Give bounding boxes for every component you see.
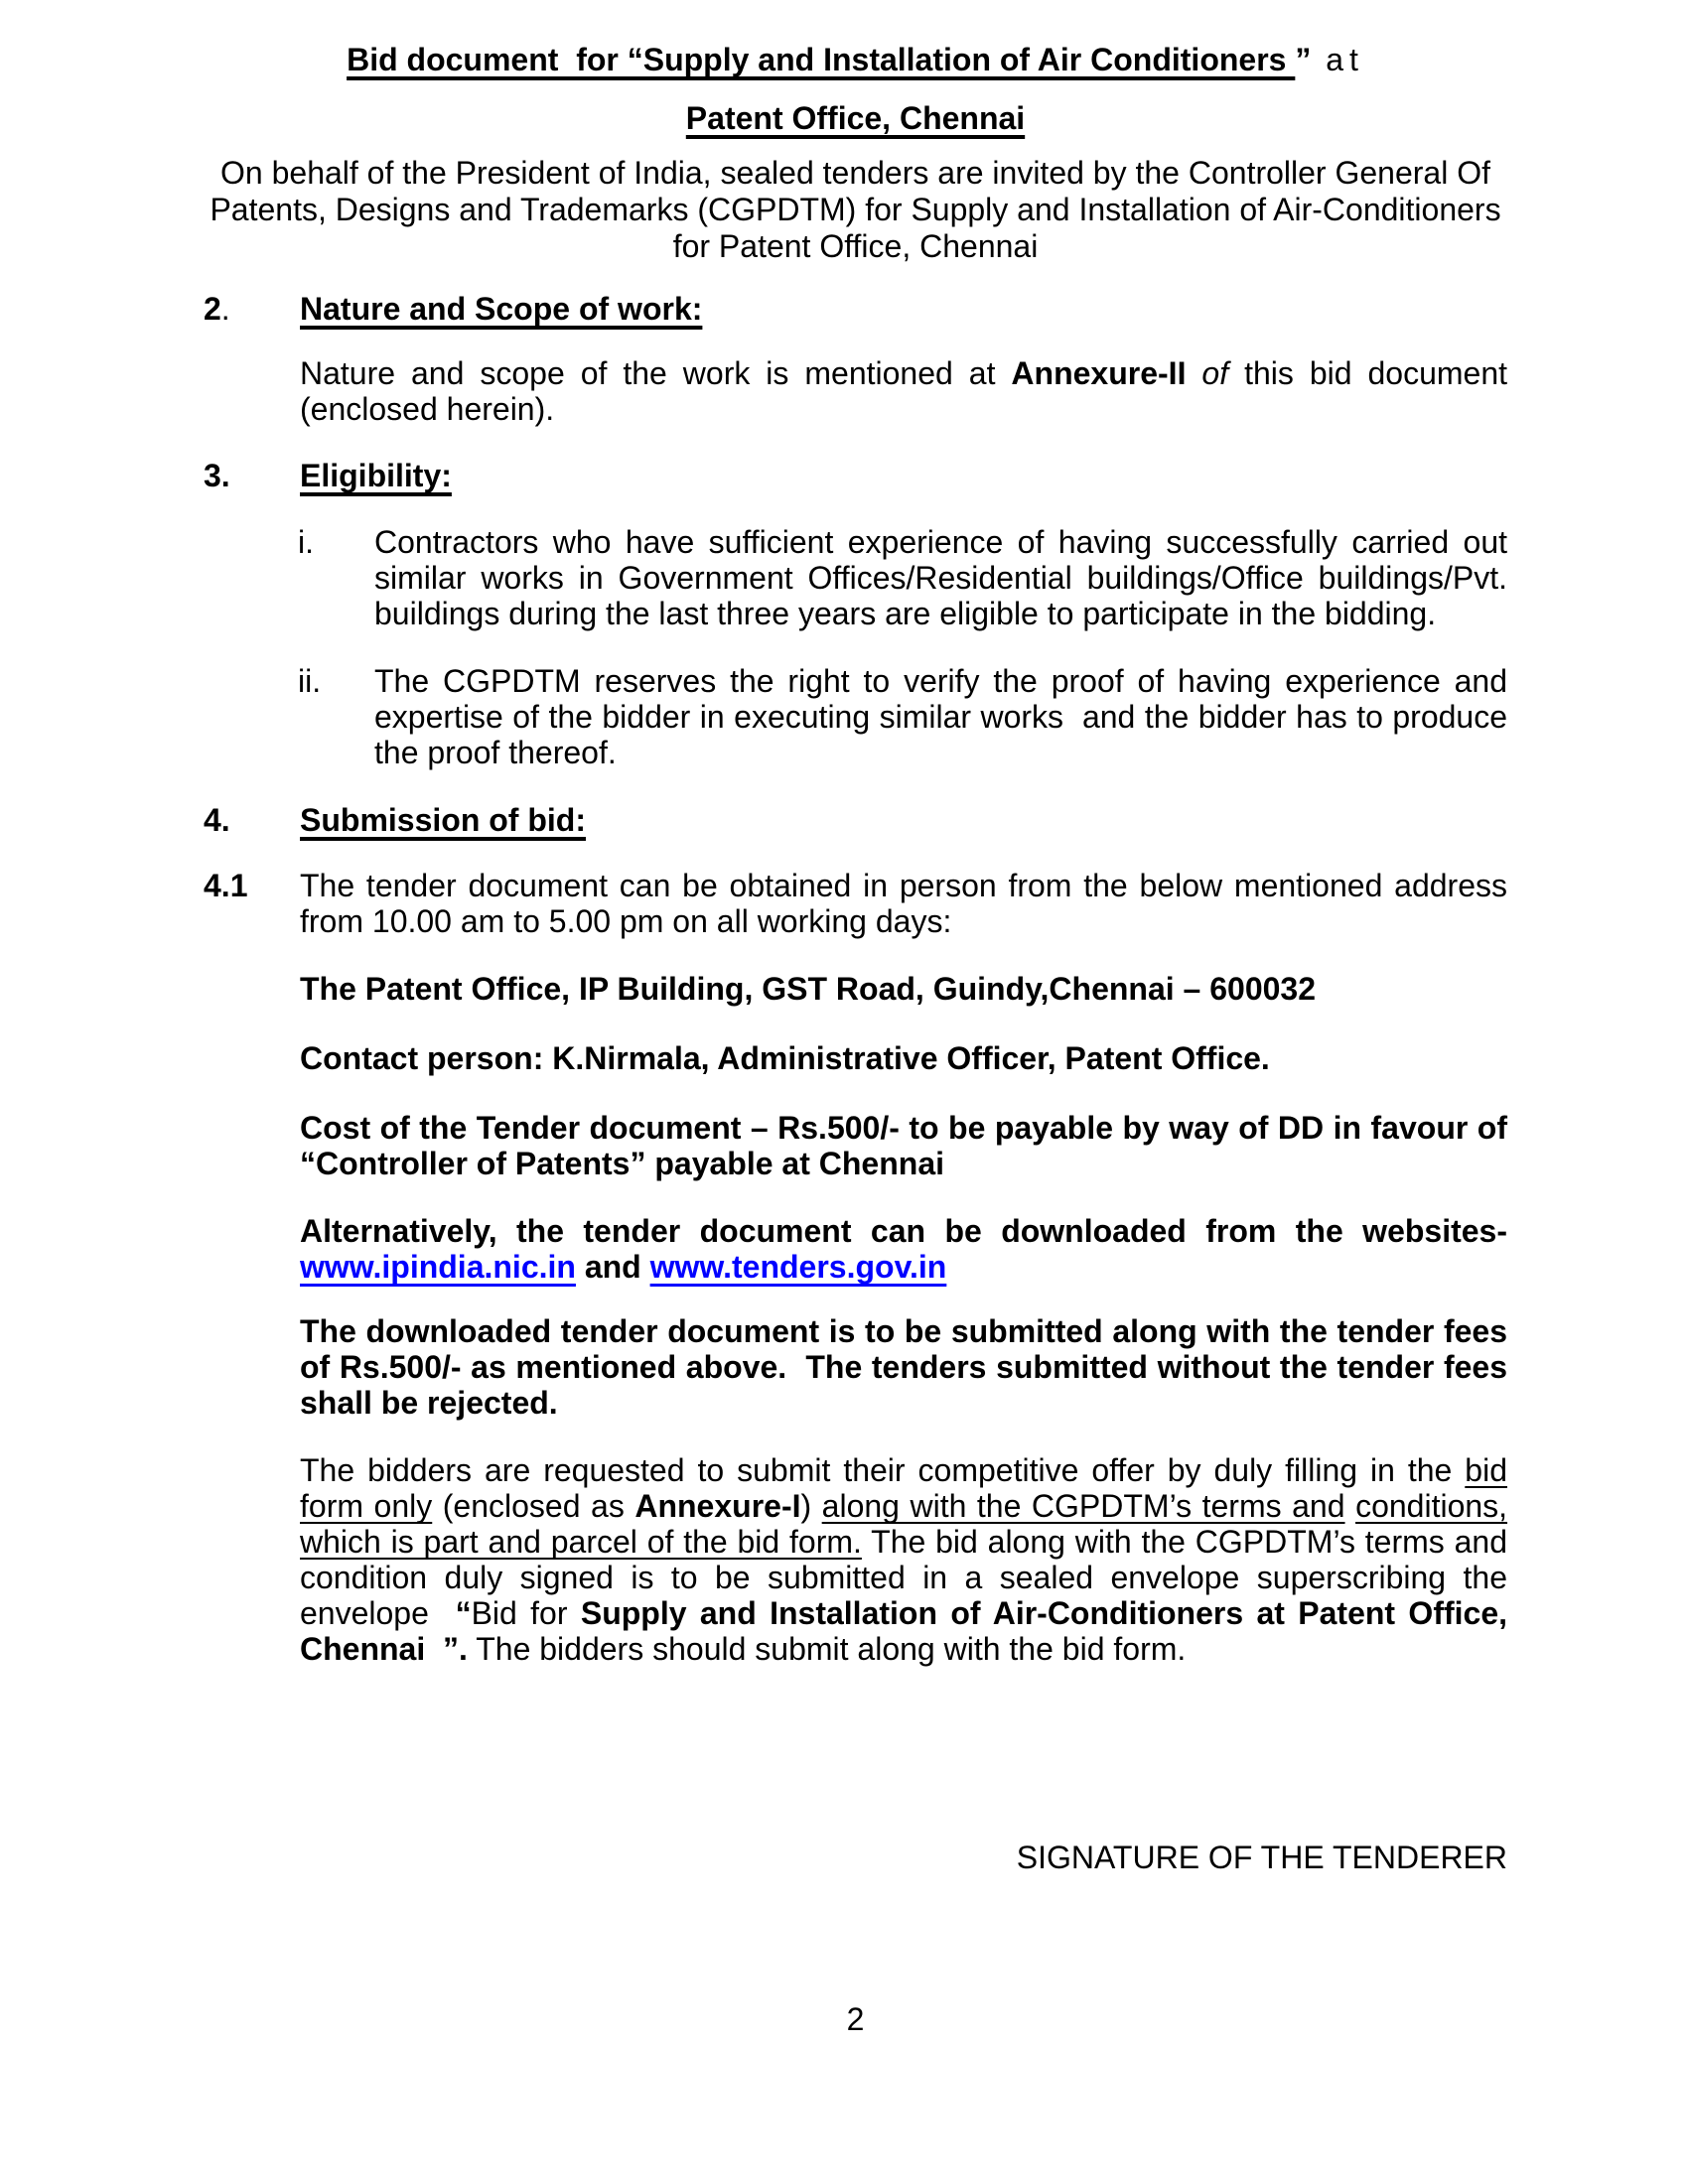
eligibility-item-i <box>204 524 1507 631</box>
download-websites-paragraph <box>300 1213 1507 1285</box>
bidders-underline-conditions: conditions, <box>1355 1488 1508 1524</box>
section-2-heading: Nature and Scope of work: <box>300 291 703 327</box>
item-ii-marker: ii. <box>298 663 322 699</box>
section-3-heading: Eligibility: <box>300 458 452 493</box>
clause-4-1-row <box>204 868 1507 939</box>
sec2-text-post: this bid document (enclosed herein). <box>300 355 1508 427</box>
tender-cost-paragraph: Cost of the Tender document – Rs.500/- to be payable by way of DD in favour of “Controller of Patents” payable at Chennai <box>300 1110 1507 1181</box>
sec2-text-pre: Nature and scope of the work is mentioned at <box>300 355 1012 391</box>
section-4-number: 4. <box>204 802 230 838</box>
bidders-text-1: The bidders are requested to submit their competitive offer by duly filling in the <box>300 1452 1466 1488</box>
section-2-number: 2. <box>204 291 230 327</box>
bidders-underline-part-parcel: which is part and parcel of the bid form. <box>300 1524 862 1560</box>
eligibility-item-ii <box>204 663 1507 770</box>
section-2-paragraph <box>300 355 1507 427</box>
section-3-heading-row <box>204 458 1507 493</box>
document-subtitle <box>204 98 1507 138</box>
bidders-bold-envelope-label: Supply and Installation of Air-Conditioners at Patent Office, Chennai ”. <box>300 1595 1508 1667</box>
item-ii-text: The CGPDTM reserves the right to verify the proof of having experience and expertise of the bidder in executing similar works and the bidder has to produce the proof thereof. <box>374 663 1507 770</box>
item-i-marker: i. <box>298 524 314 560</box>
section-4-heading-row <box>204 802 1507 838</box>
page-number: 2 <box>846 2001 865 2037</box>
signature-line: SIGNATURE OF THE TENDERER <box>1016 1840 1507 1875</box>
bidders-annexure-ref: Annexure-I <box>634 1488 801 1524</box>
bidders-text-4: The bid along with the CGPDTM’s terms and condition duly signed is to be submitted in a sealed envelope superscribing the envelope <box>300 1524 1507 1631</box>
subtitle-text: Patent Office, Chennai <box>685 100 1026 136</box>
link-tenders-gov[interactable]: www.tenders.gov.in <box>649 1249 947 1285</box>
title-main-text: Bid document for “Supply and Installation of Air Conditioners <box>347 42 1296 77</box>
bidders-paragraph <box>300 1452 1507 1667</box>
bidders-underline-terms: along with the CGPDTM’s terms and <box>821 1488 1345 1524</box>
bidders-text-6: The bidders should submit along with the bid form. <box>467 1631 1187 1667</box>
office-address: The Patent Office, IP Building, GST Road, Guindy,Chennai – 600032 <box>300 971 1317 1007</box>
clause-4-1-number: 4.1 <box>204 868 248 903</box>
clause-4-1-text: The tender document can be obtained in person from the below mentioned address from 10.00 am to 5.00 pm on all working days: <box>300 868 1507 939</box>
bidders-text-5: Bid for <box>471 1595 581 1631</box>
sec2-of-italic: of <box>1186 355 1245 391</box>
intro-paragraph: On behalf of the President of India, sealed tenders are invited by the Controller General Of Patents, Designs and Trademarks (CGPDTM) for Supply and Installation of Air-Conditioners for Patent Office, Chennai <box>210 155 1501 264</box>
alt-text-and: and <box>575 1249 650 1285</box>
downloaded-tender-paragraph: The downloaded tender document is to be submitted along with the tender fees of Rs.500/- as mentioned above. The tenders submitted without the tender fees shall be rejected. <box>300 1313 1507 1421</box>
bidders-underline-bid-form-only: bid form only <box>300 1452 1507 1524</box>
contact-person: Contact person: K.Nirmala, Administrative Officer, Patent Office. <box>300 1040 1270 1076</box>
link-ipindia[interactable]: www.ipindia.nic.in <box>300 1249 576 1285</box>
sec2-annexure-ref: Annexure-II <box>1011 355 1187 391</box>
section-4-heading: Submission of bid: <box>300 802 586 838</box>
document-content <box>204 0 1507 2184</box>
bidders-open-quote: “ <box>455 1595 472 1631</box>
bidders-text-3: ) <box>800 1488 822 1524</box>
document-title <box>204 40 1507 79</box>
title-close-quote: ” <box>1295 42 1312 77</box>
section-3-number: 3. <box>204 458 230 493</box>
title-suffix-at: at <box>1311 42 1364 77</box>
bidders-text-2: (enclosed as <box>432 1488 635 1524</box>
alt-text-pre: Alternatively, the tender document can be downloaded from the websites- <box>300 1213 1507 1249</box>
bidders-space-1 <box>1345 1488 1356 1524</box>
item-i-text: Contractors who have sufficient experience of having successfully carried out similar works in Government Offices/Residential buildings/Office buildings/Pvt. buildings during the last three years are eligible to participate in the bidding. <box>374 524 1507 631</box>
section-2-heading-row <box>204 291 1507 327</box>
